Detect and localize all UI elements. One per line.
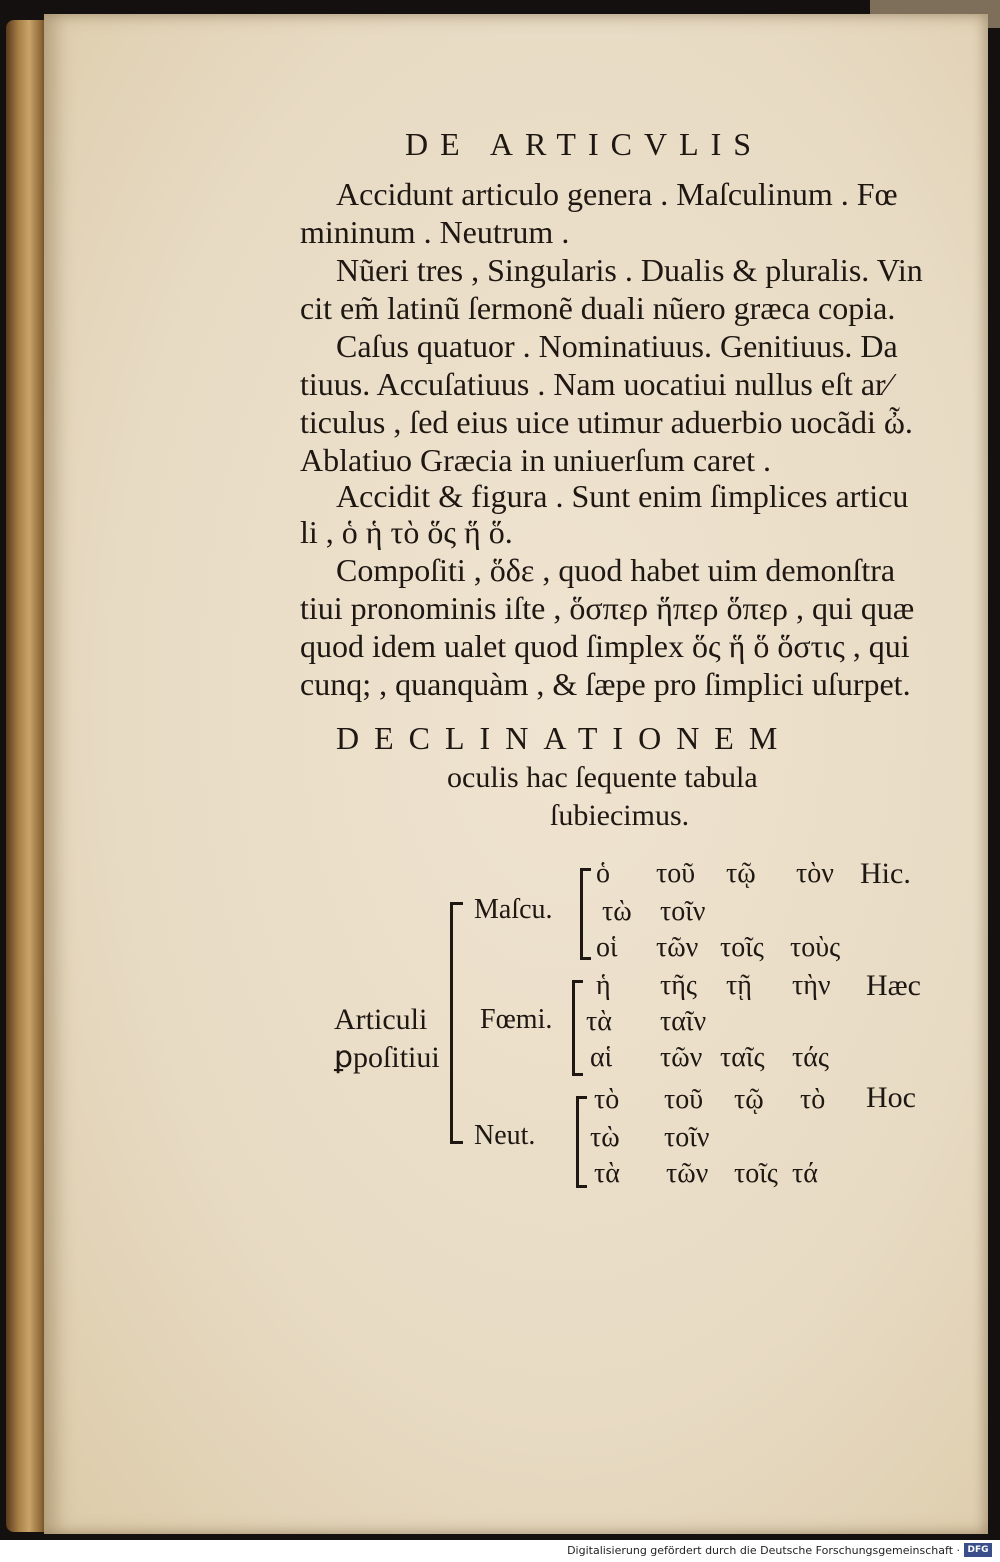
neut-nom-pl: τὰ <box>594 1158 620 1189</box>
feminine-bracket <box>572 980 583 1076</box>
neut-gen-sg: τοῦ <box>664 1084 704 1115</box>
masc-nom-sg: ὁ <box>596 858 610 889</box>
neut-dat-pl: τοῖς <box>734 1158 778 1189</box>
masc-nom-du: τὼ <box>602 896 632 927</box>
declination-subtitle-1: oculis hac ſequente tabula <box>447 761 758 794</box>
text-line-2: mininum . Neutrum . <box>300 214 570 250</box>
masc-dat-pl: τοῖς <box>720 932 764 963</box>
neut-acc-pl: τά <box>792 1158 818 1189</box>
neut-nom-du: τὼ <box>590 1122 620 1153</box>
label-neuter: Neut. <box>474 1120 536 1151</box>
masc-acc-pl: τοὺς <box>790 932 841 963</box>
text-line-13: quod idem ualet quod ſimplex ὅς ἥ ὅ ὅστις , qui <box>300 628 910 664</box>
fem-nom-du: τὰ <box>586 1006 612 1037</box>
fem-gen-pl: τῶν <box>660 1042 703 1073</box>
text-line-3: Nũeri tres , Singularis . Dualis & pluralis. Vin <box>336 252 923 288</box>
masc-dat-sg: τῷ <box>726 858 756 889</box>
label-feminine: Fœmi. <box>480 1004 553 1035</box>
label-praepositiui: ꝑpoſitiui <box>334 1041 440 1074</box>
text-line-8: Ablatiuo Græcia in uniuerſum caret . <box>300 442 771 478</box>
masculine-bracket <box>580 868 591 960</box>
dfg-logo: DFG <box>964 1543 992 1557</box>
declination-title: DECLINATIONEM <box>336 720 793 756</box>
fem-dat-pl: ταῖς <box>720 1042 765 1073</box>
neut-latin: Hoc <box>866 1081 916 1114</box>
fem-gen-sg: τῆς <box>660 970 697 1001</box>
gender-bracket <box>450 902 463 1144</box>
masc-gen-du: τοῖν <box>660 896 706 927</box>
fem-gen-du: ταῖν <box>660 1006 707 1037</box>
masc-nom-pl: οἱ <box>596 932 618 963</box>
text-line-6: tiuus. Accuſatiuus . Nam uocatiui nullus eſt ar⁄ <box>300 366 892 402</box>
neut-nom-sg: τὸ <box>594 1084 620 1115</box>
book-binding <box>6 20 48 1532</box>
text-line-4: cit em̃ latinũ ſermonẽ duali nũero græca copia. <box>300 290 896 326</box>
masc-latin: Hic. <box>860 857 911 890</box>
text-line-7: ticulus , ſed eius uice utimur aduerbio uocãdi ὦ. <box>300 404 913 440</box>
neut-gen-du: τοῖν <box>664 1122 710 1153</box>
fem-nom-sg: ἡ <box>596 970 611 1001</box>
text-line-10: li , ὁ ἡ τὸ ὅς ἥ ὅ. <box>300 514 513 550</box>
neut-dat-sg: τῷ <box>734 1084 764 1115</box>
text-line-1: Accidunt articulo genera . Maſculinum . Fœ <box>336 176 898 212</box>
fem-latin: Hæc <box>866 969 921 1002</box>
declination-subtitle-2: ſubiecimus. <box>550 799 690 832</box>
neuter-bracket <box>576 1096 587 1188</box>
page-heading: DE ARTICVLIS <box>405 126 764 162</box>
masc-acc-sg: τὸν <box>796 858 834 889</box>
text-line-11: Compoſiti , ὅδε , quod habet uim demonſtra <box>336 552 896 588</box>
neut-acc-sg: τὸ <box>800 1084 826 1115</box>
label-articuli: Articuli <box>334 1003 428 1036</box>
fem-acc-sg: τὴν <box>792 970 831 1001</box>
text-line-9: Accidit & figura . Sunt enim ſimplices articu <box>336 478 909 514</box>
footer-credit: Digitalisierung gefördert durch die Deutsche Forschungsgemeinschaft · <box>567 1544 960 1557</box>
fem-acc-pl: τάς <box>792 1042 830 1073</box>
fem-nom-pl: αἱ <box>590 1042 613 1073</box>
neut-gen-pl: τῶν <box>666 1158 709 1189</box>
masc-gen-pl: τῶν <box>656 932 699 963</box>
text-line-5: Caſus quatuor . Nominatiuus. Genitiuus. Da <box>336 328 898 364</box>
label-masculine: Maſcu. <box>474 894 553 925</box>
masc-gen-sg: τοῦ <box>656 858 696 889</box>
text-line-14: cunq; , quanquàm , & ſæpe pro ſimplici uſurpet. <box>300 666 911 702</box>
text-line-12: tiui pronominis iſte , ὅσπερ ἥπερ ὅπερ , qui quæ <box>300 590 915 626</box>
fem-dat-sg: τῇ <box>726 970 752 1001</box>
footer-bar <box>0 1540 1000 1562</box>
